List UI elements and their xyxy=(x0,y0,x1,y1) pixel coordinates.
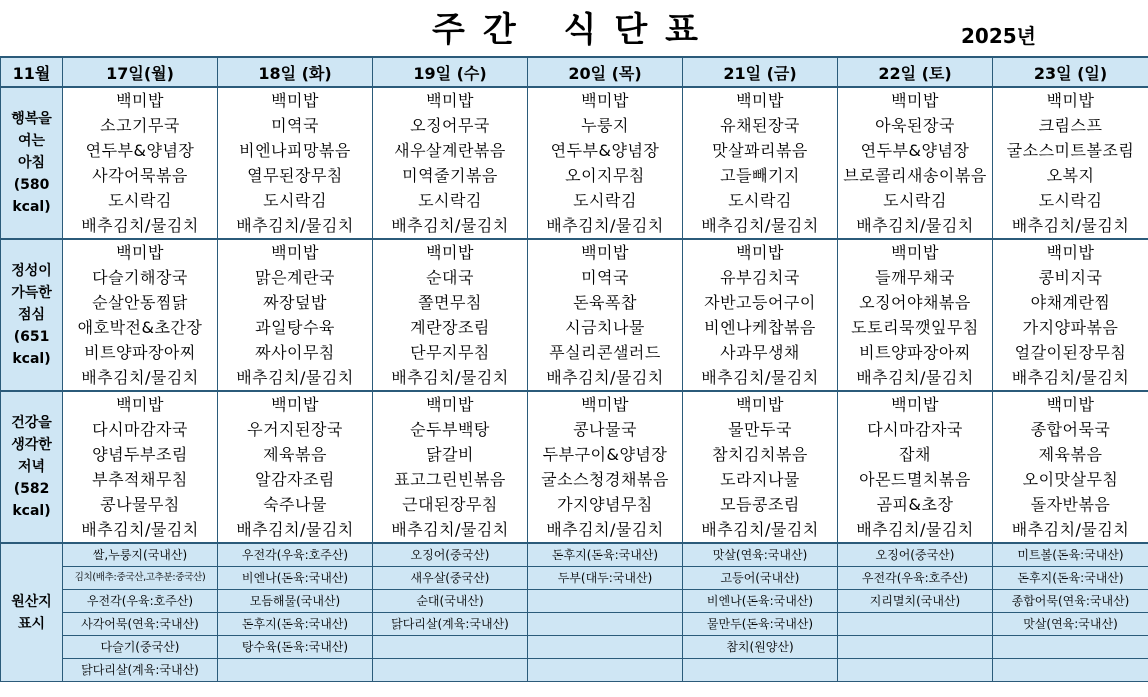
origin-item: 모듬해물(국내산) xyxy=(218,590,373,613)
breakfast-menu-item: 고들빼기지 xyxy=(683,163,838,188)
dinner-menu-item: 콩나물무침 xyxy=(63,492,218,517)
breakfast-label-line: 여는 xyxy=(17,133,46,149)
dinner-menu-item: 돌자반볶음 xyxy=(993,492,1148,517)
lunch-menu-item: 배추김치/물김치 xyxy=(528,365,683,391)
breakfast-menu-item: 소고기무국 xyxy=(63,113,218,138)
lunch-menu-item: 애호박전&초간장 xyxy=(63,315,218,340)
dinner-menu-item: 오이맛살무침 xyxy=(993,467,1148,492)
dinner-menu-item: 숙주나물 xyxy=(218,492,373,517)
origin-item: 사각어묵(연육:국내산) xyxy=(63,613,218,636)
breakfast-menu-item: 도시락김 xyxy=(218,188,373,213)
year-label: 2025년 xyxy=(961,24,1036,48)
dinner-menu-item: 가지양념무침 xyxy=(528,492,683,517)
lunch-menu-item: 다슬기해장국 xyxy=(63,265,218,290)
breakfast-menu-item: 배추김치/물김치 xyxy=(683,213,838,239)
breakfast-menu-item: 배추김치/물김치 xyxy=(528,213,683,239)
origin-label-line: 원산지 xyxy=(11,593,52,610)
lunch-menu-item: 과일탕수육 xyxy=(218,315,373,340)
breakfast-row xyxy=(1,163,1148,188)
breakfast-menu-item: 오징어무국 xyxy=(373,113,528,138)
dinner-menu-item: 백미밥 xyxy=(63,391,218,417)
breakfast-label-line: 행복을 xyxy=(11,111,52,127)
lunch-menu-item: 계란장조림 xyxy=(373,315,528,340)
origin-item: 고등어(국내산) xyxy=(683,567,838,590)
dinner-menu-item: 표고그린빈볶음 xyxy=(373,467,528,492)
breakfast-menu-item: 백미밥 xyxy=(683,87,838,113)
breakfast-menu-item: 배추김치/물김치 xyxy=(838,213,993,239)
day-header: 23일 (일) xyxy=(993,57,1148,87)
dinner-menu-item: 배추김치/물김치 xyxy=(373,517,528,543)
lunch-row xyxy=(1,290,1148,315)
breakfast-row xyxy=(1,213,1148,239)
dinner-menu-item: 근대된장무침 xyxy=(373,492,528,517)
menu-body xyxy=(1,87,1148,682)
dinner-menu-item: 배추김치/물김치 xyxy=(528,517,683,543)
origin-item xyxy=(838,613,993,636)
origin-item: 우전각(우육:호주산) xyxy=(838,567,993,590)
dinner-menu-item: 도라지나물 xyxy=(683,467,838,492)
origin-item: 지리멸치(국내산) xyxy=(838,590,993,613)
breakfast-menu-item: 백미밥 xyxy=(218,87,373,113)
dinner-label-line: (582 xyxy=(13,481,50,497)
dinner-label-line: 생각한 xyxy=(11,437,52,453)
dinner-menu-item: 참치김치볶음 xyxy=(683,442,838,467)
origin-item: 두부(대두:국내산) xyxy=(528,567,683,590)
dinner-menu-item: 다시마감자국 xyxy=(838,417,993,442)
origin-item: 닭다리살(계육:국내산) xyxy=(63,659,218,682)
lunch-row xyxy=(1,315,1148,340)
origin-item xyxy=(528,613,683,636)
dinner-row xyxy=(1,417,1148,442)
lunch-menu-item: 백미밥 xyxy=(683,239,838,265)
origin-item: 맛살(연육:국내산) xyxy=(993,613,1148,636)
lunch-label-line: (651 xyxy=(13,329,50,345)
lunch-row xyxy=(1,239,1148,265)
breakfast-menu-item: 연두부&양념장 xyxy=(63,138,218,163)
dinner-menu-item: 백미밥 xyxy=(683,391,838,417)
lunch-row xyxy=(1,365,1148,391)
breakfast-menu-item: 맛살꽈리볶음 xyxy=(683,138,838,163)
origin-row xyxy=(1,636,1148,659)
breakfast-label xyxy=(1,87,63,239)
origin-row xyxy=(1,543,1148,567)
lunch-menu-item: 배추김치/물김치 xyxy=(993,365,1148,391)
dinner-menu-item: 굴소스청경채볶음 xyxy=(528,467,683,492)
dinner-menu-item: 아몬드멸치볶음 xyxy=(838,467,993,492)
breakfast-menu-item: 연두부&양념장 xyxy=(838,138,993,163)
origin-item xyxy=(528,636,683,659)
breakfast-menu-item: 열무된장무침 xyxy=(218,163,373,188)
lunch-label xyxy=(1,239,63,391)
dinner-row xyxy=(1,391,1148,417)
origin-row xyxy=(1,567,1148,590)
breakfast-row xyxy=(1,188,1148,213)
origin-item: 우전각(우육:호주산) xyxy=(218,543,373,567)
month-header: 11월 xyxy=(1,57,63,87)
origin-item: 비엔나(돈육:국내산) xyxy=(218,567,373,590)
breakfast-menu-item: 백미밥 xyxy=(838,87,993,113)
breakfast-menu-item: 백미밥 xyxy=(373,87,528,113)
lunch-row xyxy=(1,340,1148,365)
origin-item: 참치(원양산) xyxy=(683,636,838,659)
dinner-menu-item: 닭갈비 xyxy=(373,442,528,467)
lunch-menu-item: 돈육폭찹 xyxy=(528,290,683,315)
origin-item: 탕수육(돈육:국내산) xyxy=(218,636,373,659)
origin-item: 맛살(연육:국내산) xyxy=(683,543,838,567)
breakfast-menu-item: 새우살계란볶음 xyxy=(373,138,528,163)
origin-item: 돈후지(돈육:국내산) xyxy=(993,567,1148,590)
lunch-menu-item: 순대국 xyxy=(373,265,528,290)
dinner-menu-item: 배추김치/물김치 xyxy=(63,517,218,543)
lunch-menu-item: 짜사이무침 xyxy=(218,340,373,365)
lunch-menu-item: 얼갈이된장무침 xyxy=(993,340,1148,365)
origin-item: 순대(국내산) xyxy=(373,590,528,613)
lunch-menu-item: 유부김치국 xyxy=(683,265,838,290)
lunch-menu-item: 백미밥 xyxy=(838,239,993,265)
breakfast-row xyxy=(1,138,1148,163)
origin-item: 물만두(돈육:국내산) xyxy=(683,613,838,636)
day-header: 17일(월) xyxy=(63,57,218,87)
breakfast-menu-item: 배추김치/물김치 xyxy=(993,213,1148,239)
lunch-menu-item: 배추김치/물김치 xyxy=(63,365,218,391)
origin-row xyxy=(1,613,1148,636)
breakfast-menu-item: 백미밥 xyxy=(528,87,683,113)
origin-item xyxy=(838,636,993,659)
dinner-label-line: kcal) xyxy=(12,503,51,519)
breakfast-menu-item: 크림스프 xyxy=(993,113,1148,138)
origin-item: 돈후지(돈육:국내산) xyxy=(218,613,373,636)
lunch-menu-item: 자반고등어구이 xyxy=(683,290,838,315)
dinner-menu-item: 백미밥 xyxy=(993,391,1148,417)
breakfast-menu-item: 백미밥 xyxy=(993,87,1148,113)
origin-row xyxy=(1,590,1148,613)
breakfast-menu-item: 도시락김 xyxy=(993,188,1148,213)
origin-item: 김치(배추:중국산,고추분:중국산) xyxy=(63,567,218,590)
lunch-menu-item: 백미밥 xyxy=(373,239,528,265)
origin-item: 미트볼(돈육:국내산) xyxy=(993,543,1148,567)
dinner-menu-item: 배추김치/물김치 xyxy=(838,517,993,543)
lunch-menu-item: 콩비지국 xyxy=(993,265,1148,290)
day-header: 19일 (수) xyxy=(373,57,528,87)
dinner-menu-item: 순두부백탕 xyxy=(373,417,528,442)
dinner-menu-item: 백미밥 xyxy=(528,391,683,417)
lunch-label-line: 점심 xyxy=(17,307,46,323)
origin-item xyxy=(993,636,1148,659)
origin-item: 새우살(중국산) xyxy=(373,567,528,590)
lunch-menu-item: 맑은계란국 xyxy=(218,265,373,290)
lunch-menu-item: 비엔나케찹볶음 xyxy=(683,315,838,340)
breakfast-menu-item: 도시락김 xyxy=(63,188,218,213)
lunch-menu-item: 비트양파장아찌 xyxy=(63,340,218,365)
title-bar xyxy=(0,0,1148,56)
lunch-menu-item: 순살안동찜닭 xyxy=(63,290,218,315)
dinner-menu-item: 부추적채무침 xyxy=(63,467,218,492)
dinner-label xyxy=(1,391,63,543)
breakfast-menu-item: 미역국 xyxy=(218,113,373,138)
dinner-menu-item: 알감자조림 xyxy=(218,467,373,492)
dinner-menu-item: 배추김치/물김치 xyxy=(218,517,373,543)
dinner-label-line: 건강을 xyxy=(11,415,52,431)
breakfast-label-line: (580 xyxy=(13,177,50,193)
origin-item xyxy=(218,659,373,682)
origin-item: 비엔나(돈육:국내산) xyxy=(683,590,838,613)
breakfast-row xyxy=(1,87,1148,113)
breakfast-label-line: kcal) xyxy=(12,199,51,215)
origin-row xyxy=(1,659,1148,682)
lunch-label-line: 가득한 xyxy=(11,285,52,301)
breakfast-menu-item: 오이지무침 xyxy=(528,163,683,188)
dinner-menu-item: 종합어묵국 xyxy=(993,417,1148,442)
lunch-label-line: 정성이 xyxy=(11,263,52,279)
origin-item xyxy=(373,659,528,682)
lunch-menu-item: 백미밥 xyxy=(528,239,683,265)
lunch-menu-item: 쫄면무침 xyxy=(373,290,528,315)
origin-item: 우전각(우육:호주산) xyxy=(63,590,218,613)
dinner-menu-item: 양념두부조림 xyxy=(63,442,218,467)
origin-item: 오징어(중국산) xyxy=(838,543,993,567)
breakfast-menu-item: 누룽지 xyxy=(528,113,683,138)
dinner-menu-item: 백미밥 xyxy=(838,391,993,417)
origin-item: 다슬기(중국산) xyxy=(63,636,218,659)
day-header: 20일 (목) xyxy=(528,57,683,87)
lunch-menu-item: 가지양파볶음 xyxy=(993,315,1148,340)
breakfast-menu-item: 브로콜리새송이볶음 xyxy=(838,163,993,188)
origin-item xyxy=(683,659,838,682)
breakfast-menu-item: 도시락김 xyxy=(528,188,683,213)
lunch-menu-item: 도토리묵깻잎무침 xyxy=(838,315,993,340)
origin-item xyxy=(838,659,993,682)
lunch-menu-item: 비트양파장아찌 xyxy=(838,340,993,365)
lunch-menu-item: 백미밥 xyxy=(993,239,1148,265)
lunch-menu-item: 백미밥 xyxy=(63,239,218,265)
dinner-row xyxy=(1,442,1148,467)
breakfast-menu-item: 도시락김 xyxy=(838,188,993,213)
lunch-menu-item: 배추김치/물김치 xyxy=(373,365,528,391)
weekly-menu-table xyxy=(0,56,1148,682)
origin-label-line: 표시 xyxy=(17,615,46,632)
lunch-menu-item: 배추김치/물김치 xyxy=(218,365,373,391)
lunch-menu-item: 배추김치/물김치 xyxy=(683,365,838,391)
breakfast-menu-item: 미역줄기볶음 xyxy=(373,163,528,188)
breakfast-menu-item: 아욱된장국 xyxy=(838,113,993,138)
lunch-menu-item: 미역국 xyxy=(528,265,683,290)
breakfast-menu-item: 비엔나피망볶음 xyxy=(218,138,373,163)
lunch-menu-item: 시금치나물 xyxy=(528,315,683,340)
breakfast-row xyxy=(1,113,1148,138)
breakfast-menu-item: 오복지 xyxy=(993,163,1148,188)
lunch-row xyxy=(1,265,1148,290)
dinner-menu-item: 백미밥 xyxy=(218,391,373,417)
origin-item: 닭다리살(계육:국내산) xyxy=(373,613,528,636)
dinner-menu-item: 배추김치/물김치 xyxy=(993,517,1148,543)
dinner-menu-item: 우거지된장국 xyxy=(218,417,373,442)
breakfast-menu-item: 도시락김 xyxy=(683,188,838,213)
origin-label xyxy=(1,543,63,682)
day-header: 18일 (화) xyxy=(218,57,373,87)
lunch-menu-item: 푸실리콘샐러드 xyxy=(528,340,683,365)
dinner-label-line: 저녁 xyxy=(17,459,46,475)
lunch-menu-item: 백미밥 xyxy=(218,239,373,265)
breakfast-menu-item: 배추김치/물김치 xyxy=(373,213,528,239)
dinner-menu-item: 콩나물국 xyxy=(528,417,683,442)
dinner-row xyxy=(1,467,1148,492)
origin-item: 종합어묵(연육:국내산) xyxy=(993,590,1148,613)
breakfast-menu-item: 도시락김 xyxy=(373,188,528,213)
origin-item: 오징어(중국산) xyxy=(373,543,528,567)
dinner-menu-item: 두부구이&양념장 xyxy=(528,442,683,467)
lunch-menu-item: 들깨무채국 xyxy=(838,265,993,290)
dinner-menu-item: 잡채 xyxy=(838,442,993,467)
dinner-menu-item: 배추김치/물김치 xyxy=(683,517,838,543)
page-title: 주간 식단표 xyxy=(431,10,717,50)
lunch-label-line: kcal) xyxy=(12,351,51,367)
dinner-menu-item: 곰피&초장 xyxy=(838,492,993,517)
dinner-menu-item: 다시마감자국 xyxy=(63,417,218,442)
day-header: 22일 (토) xyxy=(838,57,993,87)
origin-item xyxy=(528,659,683,682)
breakfast-menu-item: 사각어묵볶음 xyxy=(63,163,218,188)
breakfast-menu-item: 배추김치/물김치 xyxy=(63,213,218,239)
lunch-menu-item: 오징어야채볶음 xyxy=(838,290,993,315)
dinner-menu-item: 제육볶음 xyxy=(993,442,1148,467)
breakfast-menu-item: 배추김치/물김치 xyxy=(218,213,373,239)
header-row xyxy=(1,57,1148,87)
breakfast-label-line: 아침 xyxy=(17,155,46,171)
day-header: 21일 (금) xyxy=(683,57,838,87)
origin-item xyxy=(528,590,683,613)
lunch-menu-item: 야채계란찜 xyxy=(993,290,1148,315)
breakfast-menu-item: 유채된장국 xyxy=(683,113,838,138)
lunch-menu-item: 배추김치/물김치 xyxy=(838,365,993,391)
lunch-menu-item: 단무지무침 xyxy=(373,340,528,365)
dinner-row xyxy=(1,492,1148,517)
breakfast-menu-item: 연두부&양념장 xyxy=(528,138,683,163)
dinner-menu-item: 모듬콩조림 xyxy=(683,492,838,517)
dinner-menu-item: 물만두국 xyxy=(683,417,838,442)
origin-item xyxy=(993,659,1148,682)
lunch-menu-item: 사과무생채 xyxy=(683,340,838,365)
dinner-row xyxy=(1,517,1148,543)
origin-item: 돈후지(돈육:국내산) xyxy=(528,543,683,567)
origin-item xyxy=(373,636,528,659)
dinner-menu-item: 제육볶음 xyxy=(218,442,373,467)
breakfast-menu-item: 백미밥 xyxy=(63,87,218,113)
lunch-menu-item: 짜장덮밥 xyxy=(218,290,373,315)
origin-item: 쌀,누룽지(국내산) xyxy=(63,543,218,567)
dinner-menu-item: 백미밥 xyxy=(373,391,528,417)
breakfast-menu-item: 굴소스미트볼조림 xyxy=(993,138,1148,163)
